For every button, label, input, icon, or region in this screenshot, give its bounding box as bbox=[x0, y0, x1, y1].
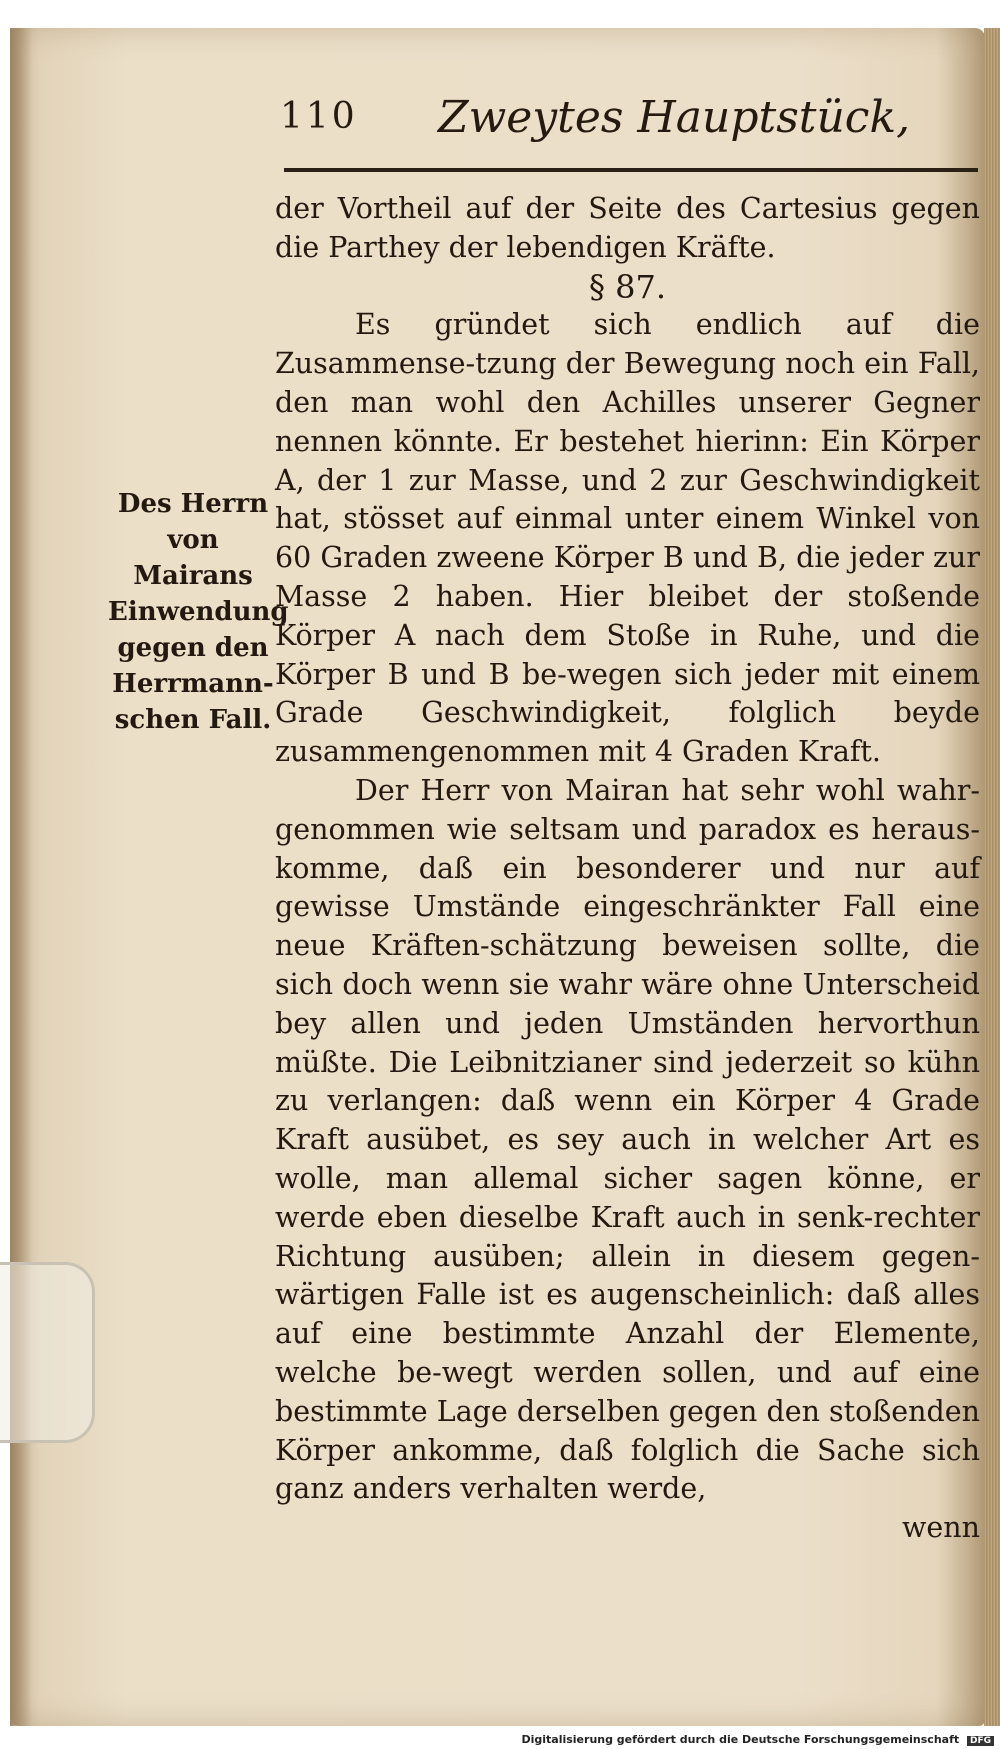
catchword: wenn bbox=[902, 1511, 980, 1545]
running-head: Zweytes Hauptstück, bbox=[438, 92, 911, 143]
page-clip bbox=[0, 1262, 95, 1443]
marginal-note: Des Herrn von Mairans Einwendung gegen den Herrmann-schen Fall. bbox=[108, 489, 289, 735]
paragraph-1: Es gründet sich endlich auf die Zusammense-tzung der Bewegung noch ein Fall, den man wohl den Achilles unserer Gegner nennen könnte. Er bestehet hierinn: Ein Körper A, der 1 zur Masse, und 2 zur Geschwindigkeit hat, stösset auf einmal unter einem Winkel von 60 Graden zweene Körper B und B, die jeder zur Masse 2 haben. Hier bleibet der stoßende Körper A nach dem Stoße in Ruhe, und die Körper B und B be-wegen sich jeder mit einem Grade Geschwindigkeit, folglich beyde zusammengenommen mit 4 Graden Kraft. bbox=[275, 308, 980, 769]
section-mark: § 87. bbox=[588, 267, 667, 306]
dfg-logo: DFG bbox=[967, 1736, 994, 1746]
credit-text: Digitalisierung gefördert durch die Deutsche Forschungsgemeinschaft bbox=[521, 1733, 960, 1746]
page-body bbox=[275, 190, 980, 1548]
continuation-text: der Vortheil auf der Seite des Cartesius gegen die Parthey der lebendigen Kräfte. bbox=[275, 192, 980, 264]
digitization-credit bbox=[521, 1733, 994, 1746]
page-header bbox=[280, 92, 970, 156]
paragraph-2: Der Herr von Mairan hat sehr wohl wahr-genommen wie seltsam und paradox es heraus-komme, daß ein besonderer und nur auf gewisse Umstände eingeschränkter Fall eine neue Kräften-schätzung beweisen sollte, die sich doch wenn sie wahr wäre ohne Unterscheid bey allen und jeden Umständen hervorthun müßte. Die Leibnitzianer sind jederzeit so kühn zu verlangen: daß wenn ein Körper 4 Grade Kraft ausübet, es sey auch in welcher Art es wolle, man allemal sicher sagen könne, er werde eben dieselbe Kraft auch in senk-rechter Richtung ausüben; allein in diesem gegen-wärtigen Falle ist es augenscheinlich: daß alles auf eine bestimmte Anzahl der Elemente, welche be-wegt werden sollen, und auf eine bestimmte Lage derselben gegen den stoßenden Körper ankomme, daß folglich die Sache sich ganz anders verhalten werde, bbox=[275, 773, 980, 1506]
page-number: 110 bbox=[280, 96, 358, 137]
page-edges bbox=[984, 28, 1000, 1726]
binding-shadow bbox=[10, 28, 32, 1726]
header-rule bbox=[284, 168, 978, 172]
